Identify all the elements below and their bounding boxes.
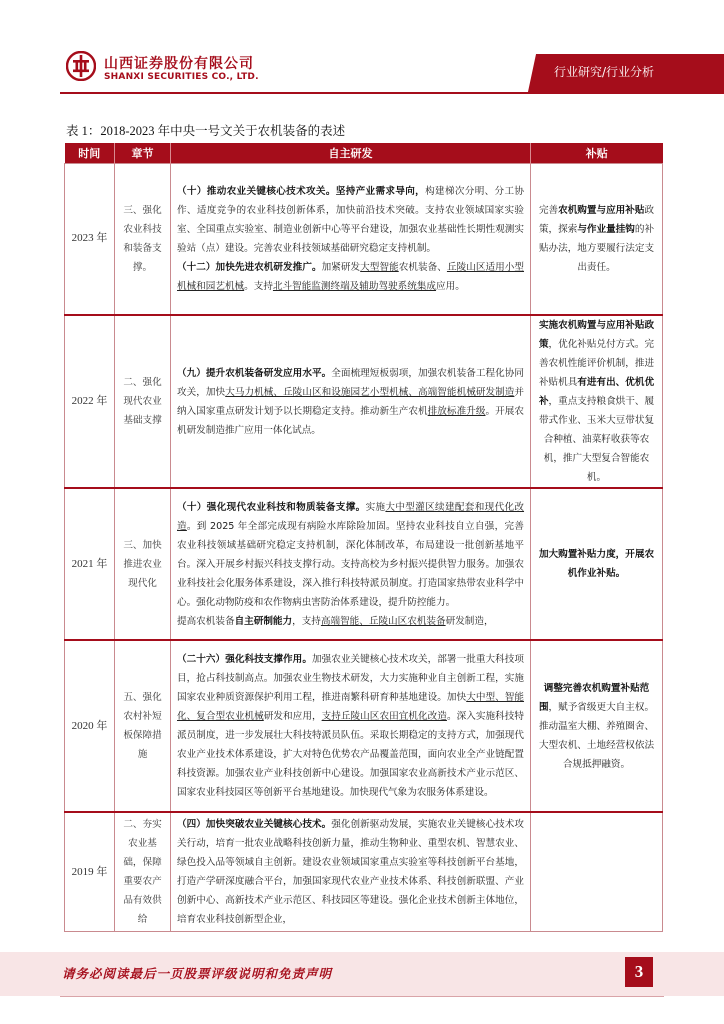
- section-cell: 二、强化现代农业基础支撑: [115, 315, 171, 488]
- bold-text: 有进有出、优机优补: [538, 377, 655, 407]
- underlined-text: 大马力机械、丘陵山区和设施园艺小型机械、高端智能机械研发制造: [225, 386, 515, 398]
- text-segment: 全面梳理短板弱项，加强农机装备工程化协同攻关，加快: [177, 367, 525, 398]
- underlined-text: 高端智能、丘陵山区农机装备: [320, 615, 446, 627]
- table-caption: 表 1：2018-2023 年中央一号文关于农机装备的表述: [66, 124, 346, 138]
- text-segment: 应用。: [436, 280, 465, 292]
- bold-text: 实施农机购置与应用补贴政策: [538, 320, 655, 350]
- text-segment: 研发制造，: [445, 615, 494, 627]
- column-header: 补贴: [531, 143, 663, 163]
- text-segment: 农机装备、: [398, 261, 447, 273]
- rd-cell: [171, 163, 531, 315]
- year-cell: 2019 年: [65, 812, 115, 932]
- bold-text: （二十六）强化科技支撑作用。: [177, 654, 312, 665]
- bold-text: （十）强化现代农业科技和物质装备支撑。: [177, 501, 366, 513]
- text-segment: 政策，探索: [538, 204, 655, 235]
- text-segment: ，重点支持粮食烘干、履带式作业、玉米大豆带状复合种植、油菜籽收获等农机，推广大型复合智能农机。: [538, 396, 655, 483]
- table-row: [65, 640, 663, 812]
- underlined-text: 大中型、智能化、复合型农业机械: [177, 692, 525, 722]
- rd-cell: [171, 488, 531, 640]
- text-segment: 强化创新驱动发展，实施农业关键核心技术攻关行动，培育一批农业战略科技创新力量，推动生物种业、重型农机、智慧农业、绿色投入品等领域自主创新。建设农业领域国家重点实验室等科技创新平台基地，打造产学研深度融合平台，加强国家现代农业产业技术体系、科技创新联盟、产业创新中心、高新技术产业示范区、科技园区等建设。强化企业技术创新主体地位，培育农业科技创新型企业，: [177, 819, 525, 925]
- bold-text: 调整完善农机购置补贴范围: [538, 682, 650, 713]
- column-header: 章节: [115, 143, 171, 163]
- bold-text: （九）提升农机装备研发应用水平。: [177, 367, 332, 379]
- subsidy-cell: [531, 315, 663, 488]
- column-header: 时间: [65, 143, 115, 163]
- text-segment: 。支持: [244, 280, 273, 292]
- report-category: 行业研究/行业分析: [554, 65, 655, 79]
- rd-cell: [171, 812, 531, 932]
- disclaimer-notice: 请务必阅读最后一页股票评级说明和免责声明: [62, 966, 333, 981]
- section-cell: 三、加快推进农业现代化: [115, 488, 171, 640]
- bold-text: （十二）加快先进农机研发推广。: [177, 261, 322, 273]
- section-cell: 二、夯实农业基础，保障重要农产品有效供给: [115, 812, 171, 932]
- text-segment: ，优化补贴兑付方式。完善农机性能评价机制，推进补贴机具: [538, 339, 655, 388]
- text-segment: ，赋予省级更大自主权。推动温室大棚、养殖圈舍、大型农机、土地经营权依法合规抵押融资。: [538, 701, 655, 770]
- subsidy-cell: [531, 488, 663, 640]
- table-row: [65, 163, 663, 315]
- footer-divider: [60, 996, 664, 997]
- text-segment: 实施: [365, 501, 386, 513]
- bold-text: （十）推动农业关键核心技术攻关。坚持产业需求导向，: [177, 185, 426, 197]
- underlined-text: 大中型灌区续建配套和现代化改造: [177, 501, 525, 532]
- section-cell: 五、强化农村补短板保障措施: [115, 640, 171, 812]
- underlined-text: 北斗智能监测终端及辅助驾驶系统集成: [272, 280, 437, 292]
- year-cell: 2023 年: [65, 163, 115, 315]
- table-row: [65, 812, 663, 932]
- subsidy-cell: [531, 812, 663, 932]
- table-header-row: [65, 143, 663, 163]
- text-segment: 完善: [538, 204, 559, 216]
- rd-cell: [171, 640, 531, 812]
- text-segment: 加强农业关键核心技术攻关，部署一批重大科技项目，抢占科技制高点。加强农业生物技术研发，大力实施种业自主创新工程，实施国家农业种质资源保护利用工程，推进南繁科研育种基地建设。加快: [177, 654, 525, 703]
- text-segment: 。到 2025 年全部完成现有病险水库除险加固。坚持农业科技自立自强，完善农业科技领域基础研究稳定支持机制，深化体制改革，布局建设一批创新基地平台。深入开展乡村振兴科技支撑行动。支持高校为乡村振兴提供智力服务。加强农业科技社会化服务体系建设，深入推行科技特派员制度。打造国家热带农业科学中心。强化动物防疫和农作物病虫害防治体系建设，提升防控能力。: [177, 520, 525, 608]
- year-cell: 2022 年: [65, 315, 115, 488]
- header-divider: [60, 92, 724, 94]
- company-name-cn: 山西证券股份有限公司: [104, 56, 254, 72]
- column-header: 自主研发: [171, 143, 531, 163]
- text-segment: 提高农机装备: [177, 615, 235, 627]
- underlined-text: 排放标准升级: [427, 405, 486, 417]
- table-row: [65, 315, 663, 488]
- text-segment: 的补贴办法，地方要履行法定支出责任。: [538, 223, 655, 273]
- company-name-en: SHANXI SECURITIES CO., LTD.: [104, 72, 259, 82]
- text-segment: 构建梯次分明、分工协作、适度竞争的农业科技创新体系，加快前沿技术突破。支持农业领域国家实验室、全国重点实验室、制造业创新中心等平台建设，加强农业基础性长期性观测实验站（点）建设。完善农业科技领域基础研究稳定支持机制。: [177, 185, 525, 254]
- bold-text: 与作业量挂钩: [577, 223, 635, 235]
- section-cell: 三、强化农业科技和装备支撑。: [115, 163, 171, 315]
- text-segment: 并纳入国家重点研发计划予以长期稳定支持。推动新生产农机: [177, 386, 525, 417]
- page-header: [0, 0, 724, 100]
- text-segment: 。深入实施科技特派员制度，进一步发展壮大科技特派员队伍。采取长期稳定的支持方式，加强现代农业产业技术体系建设，扩大对特色优势农产品覆盖范围，面向农业全产业链配置科技资源。加强农业产业科技创新中心建设。加强国家农业高新技术产业示范区、国家农业科技园区等创新平台基地建设。加快现代气象为农服务体系建设。: [177, 711, 525, 798]
- bold-text: 自主研制能力: [234, 615, 293, 627]
- table-row: [65, 488, 663, 640]
- bold-text: 农机购置与应用补贴: [558, 204, 645, 216]
- text-segment: ，支持: [292, 615, 321, 627]
- underlined-text: 大型智能: [360, 261, 399, 273]
- rd-cell: [171, 315, 531, 488]
- company-logo-icon: [66, 51, 96, 81]
- page-number: 3: [625, 957, 653, 987]
- year-cell: 2021 年: [65, 488, 115, 640]
- text-segment: 研发和应用，: [263, 711, 322, 722]
- bold-text: （四）加快突破农业关键核心技术。: [177, 819, 332, 830]
- agri-machinery-policy-table: [64, 143, 663, 932]
- underlined-text: 丘陵山区适用小型机械和园艺机械: [177, 261, 525, 292]
- subsidy-cell: [531, 163, 663, 315]
- underlined-text: 支持丘陵山区农田宜机化改造: [321, 711, 447, 722]
- subsidy-cell: [531, 640, 663, 812]
- bold-text: 加大购置补贴力度，开展农机作业补贴。: [538, 549, 655, 579]
- text-segment: 加紧研发: [321, 261, 361, 273]
- year-cell: 2020 年: [65, 640, 115, 812]
- text-segment: 。开展农机研发制造推广应用一体化试点。: [177, 405, 525, 436]
